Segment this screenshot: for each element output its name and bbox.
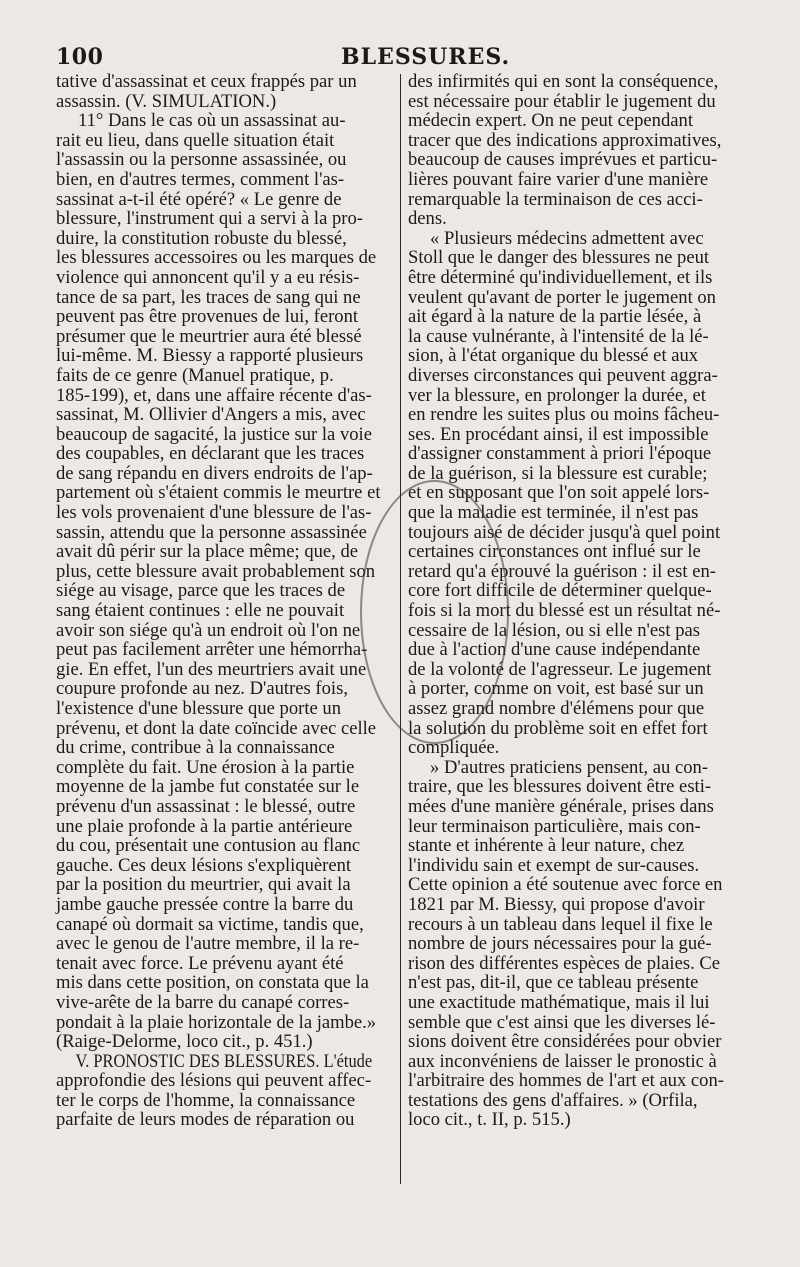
text-line: à porter, comme on voit, est basé sur un — [408, 678, 704, 700]
text-line: coupure profonde au nez. D'autres fois, — [56, 678, 348, 700]
text-line: rison des différentes espèces de plaies. Ce — [408, 952, 721, 974]
text-line: du cou, présentait une contusion au flanc — [56, 835, 361, 857]
text-line: (Raige-Delorme, loco cit., p. 451.) — [56, 1031, 313, 1053]
text-line: « Plusieurs médecins admettent avec — [430, 227, 704, 249]
text-line: » D'autres praticiens pensent, au con- — [430, 756, 709, 778]
text-line: jambe gauche pressée contre la barre du — [56, 893, 354, 915]
text-line: assez grand nombre d'élémens pour que — [408, 698, 705, 719]
text-line: stante et inhérente à leur nature, chez — [408, 835, 685, 857]
text-line: veulent qu'avant de porter le jugement on — [408, 286, 716, 308]
text-line: parfaite de leurs modes de réparation ou — [56, 1109, 355, 1131]
text-line: mées d'une manière générale, prises dans — [408, 795, 714, 817]
text-line: rait eu lieu, dans quelle situation était — [56, 129, 335, 151]
text-line: des coupables, en déclarant que les traces — [56, 443, 365, 465]
text-line: dens. — [408, 208, 447, 230]
text-line: médecin expert. On ne peut cependant — [408, 110, 693, 132]
page-header — [56, 44, 744, 74]
text-line: nombre de jours nécessaires pour la gué- — [408, 933, 712, 955]
text-line: est nécessaire pour établir le jugement du — [408, 90, 716, 112]
running-title: BLESSURES. — [341, 44, 511, 70]
text-line: testations des gens d'affaires. » (Orfila, — [408, 1089, 698, 1111]
text-line: complète du fait. Une érosion à la partie — [56, 756, 355, 778]
text-line: core fort difficile de déterminer quelque- — [408, 580, 712, 602]
text-line: due à l'action d'une cause indépendante — [408, 639, 701, 661]
text-line: l'existence d'une blessure que porte un — [56, 698, 341, 719]
left-column — [56, 72, 392, 1130]
text-line: plus, cette blessure avait probablement son — [56, 560, 376, 582]
text-line: ter le corps de l'homme, la connaissance — [56, 1089, 356, 1111]
text-line: peut pas facilement arrêter une hémorrha- — [56, 639, 368, 661]
text-line: ses. En procédant ainsi, il est impossible — [408, 423, 709, 445]
text-line: avait dû périr sur la place même; que, de — [56, 541, 359, 563]
text-line: 185-199), et, dans une affaire récente d'as- — [56, 384, 372, 406]
text-line: une exactitude mathématique, mais il lui — [408, 991, 710, 1013]
text-line: gauche. Ces deux lésions s'expliquèrent — [56, 854, 352, 876]
text-line: leur terminaison particulière, mais con- — [408, 815, 701, 837]
text-line: d'assigner constamment à priori l'époque — [408, 443, 712, 465]
text-line: tance de sa part, les traces de sang qui ne — [56, 286, 361, 308]
text-line: remarquable la terminaison de ces acci- — [408, 188, 703, 210]
text-line: l'individu sain et exempt de sur-causes. — [408, 854, 700, 876]
text-line: sassin, attendu que la personne assassinée — [56, 521, 367, 543]
text-line: tative d'assassinat et ceux frappés par un — [56, 71, 357, 92]
text-line: fois si la mort du blessé est un résultat né- — [408, 600, 721, 622]
page-number: 100 — [56, 44, 104, 70]
text-line: de la guérison, si la blessure est curable; — [408, 462, 708, 484]
text-line: prévenu d'un assassinat : le blessé, outre — [56, 795, 356, 817]
text-line: des infirmités qui en sont la conséquence, — [408, 71, 719, 92]
text-line: avoir son siége qu'à un endroit où l'on ne — [56, 619, 361, 641]
text-line: l'assassin ou la personne assassinée, ou — [56, 149, 347, 171]
text-line: faits de ce genre (Manuel pratique, p. — [56, 364, 334, 386]
text-line: les vols provenaient d'une blessure de l'as- — [56, 502, 372, 524]
text-line: beaucoup de sagacité, la justice sur la voie — [56, 423, 372, 445]
text-line: la solution du problème soit en effet fort — [408, 717, 708, 739]
text-line: violence qui annoncent qu'il y a eu résis- — [56, 266, 360, 288]
text-line: cessaire de la lésion, ou si elle n'est pas — [408, 619, 700, 641]
text-line: Stoll que le danger des blessures ne peut — [408, 247, 710, 269]
text-line: tenait avec force. Le prévenu ayant été — [56, 952, 344, 974]
text-line: sion, à l'état organique du blessé et aux — [408, 345, 699, 367]
text-line: avec le genou de l'autre membre, il la re- — [56, 933, 360, 955]
text-line: assassin. (V. SIMULATION.) — [56, 90, 277, 112]
text-line: gie. En effet, l'un des meurtriers avait une — [56, 658, 367, 680]
text-line: peuvent pas être provenues de lui, feront — [56, 306, 359, 328]
text-line: lières pouvant faire varier d'une manière — [408, 168, 709, 190]
text-line: recours à un tableau dans lequel il fixe le — [408, 913, 713, 935]
text-line: lui-même. M. Biessy a rapporté plusieurs — [56, 345, 364, 367]
text-line: du crime, contribue à la connaissance — [56, 737, 335, 759]
text-line: ait égard à la nature de la partie lésée, à — [408, 306, 702, 328]
text-line: de la volonté de l'agresseur. Le jugement — [408, 658, 712, 680]
text-line: présumer que le meurtrier aura été blessé — [56, 325, 362, 347]
text-line: que la maladie est terminée, il n'est pas — [408, 502, 699, 524]
text-line: aux inconvéniens de laisser le pronostic à — [408, 1050, 717, 1072]
text-line: bien, en d'autres termes, comment l'as- — [56, 168, 345, 190]
text-line: duire, la constitution robuste du blessé, — [56, 227, 347, 249]
text-line: sassinat a-t-il été opéré? « Le genre de — [56, 188, 342, 210]
text-line: la cause vulnérante, à l'intensité de la lé- — [408, 325, 709, 347]
text-line: 1821 par M. Biessy, qui propose d'avoir — [408, 893, 705, 915]
text-line: pondait à la plaie horizontale de la jambe.» — [56, 1011, 377, 1033]
text-line: par la position du meurtrier, qui avait la — [56, 874, 351, 896]
text-line: mis dans cette position, on constata que la — [56, 972, 369, 994]
text-line: sang étaient continues : elle ne pouvait — [56, 600, 345, 622]
text-line: vive-arête de la barre du canapé corres- — [56, 991, 350, 1013]
text-line: approfondie des lésions qui peuvent affec- — [56, 1070, 372, 1092]
text-line: retard qu'a éprouvé la guérison : il est en- — [408, 560, 716, 582]
text-line: sassinat, M. Ollivier d'Angers a mis, avec — [56, 404, 366, 426]
text-line: l'arbitraire des hommes de l'art et aux con- — [408, 1070, 724, 1092]
text-line: siége au visage, parce que les traces de — [56, 580, 346, 602]
text-line: et en supposant que l'on soit appelé lors- — [408, 482, 710, 504]
text-line: Cette opinion a été soutenue avec force en — [408, 874, 723, 896]
text-line: tracer que des indications approximatives, — [408, 129, 722, 151]
text-line: partement où s'étaient commis le meurtre et — [56, 482, 381, 504]
text-line: les blessures accessoires ou les marques de — [56, 247, 377, 269]
text-line: loco cit., t. II, p. 515.) — [408, 1109, 571, 1131]
text-line: sions doivent être considérées pour obvier — [408, 1031, 722, 1053]
text-line: beaucoup de causes imprévues et particu- — [408, 149, 718, 171]
text-line: blessure, l'instrument qui a servi à la pro- — [56, 208, 363, 230]
text-line: diverses circonstances qui peuvent aggra- — [408, 364, 718, 386]
text-line: compliquée. — [408, 737, 500, 759]
text-line: traire, que les blessures doivent être esti- — [408, 776, 712, 798]
text-line: semble que c'est ainsi que les diverses lé- — [408, 1011, 716, 1033]
text-line: V. PRONOSTIC DES BLESSURES. L'étude — [75, 1050, 373, 1072]
text-line: n'est pas, dit-il, que ce tableau présente — [408, 972, 699, 994]
text-line: être déterminé qu'individuellement, et ils — [408, 266, 713, 288]
text-line: 11° Dans le cas où un assassinat au- — [78, 110, 346, 132]
text-line: en rendre les suites plus ou moins fâcheu- — [408, 404, 720, 426]
text-line: certaines circonstances ont influé sur le — [408, 541, 701, 563]
text-line: moyenne de la jambe fut constatée sur le — [56, 776, 360, 798]
text-line: ver la blessure, en prolonger la durée, et — [408, 384, 706, 406]
text-line: toujours aisé de décider jusqu'à quel point — [408, 521, 721, 543]
text-line: de sang répandu en divers endroits de l'ap- — [56, 462, 373, 484]
text-line: une plaie profonde à la partie antérieure — [56, 815, 353, 837]
text-line: prévenu, et dont la date coïncide avec celle — [56, 717, 377, 739]
library-stamp — [360, 480, 509, 744]
text-line: canapé où dormait sa victime, tandis que, — [56, 913, 364, 935]
